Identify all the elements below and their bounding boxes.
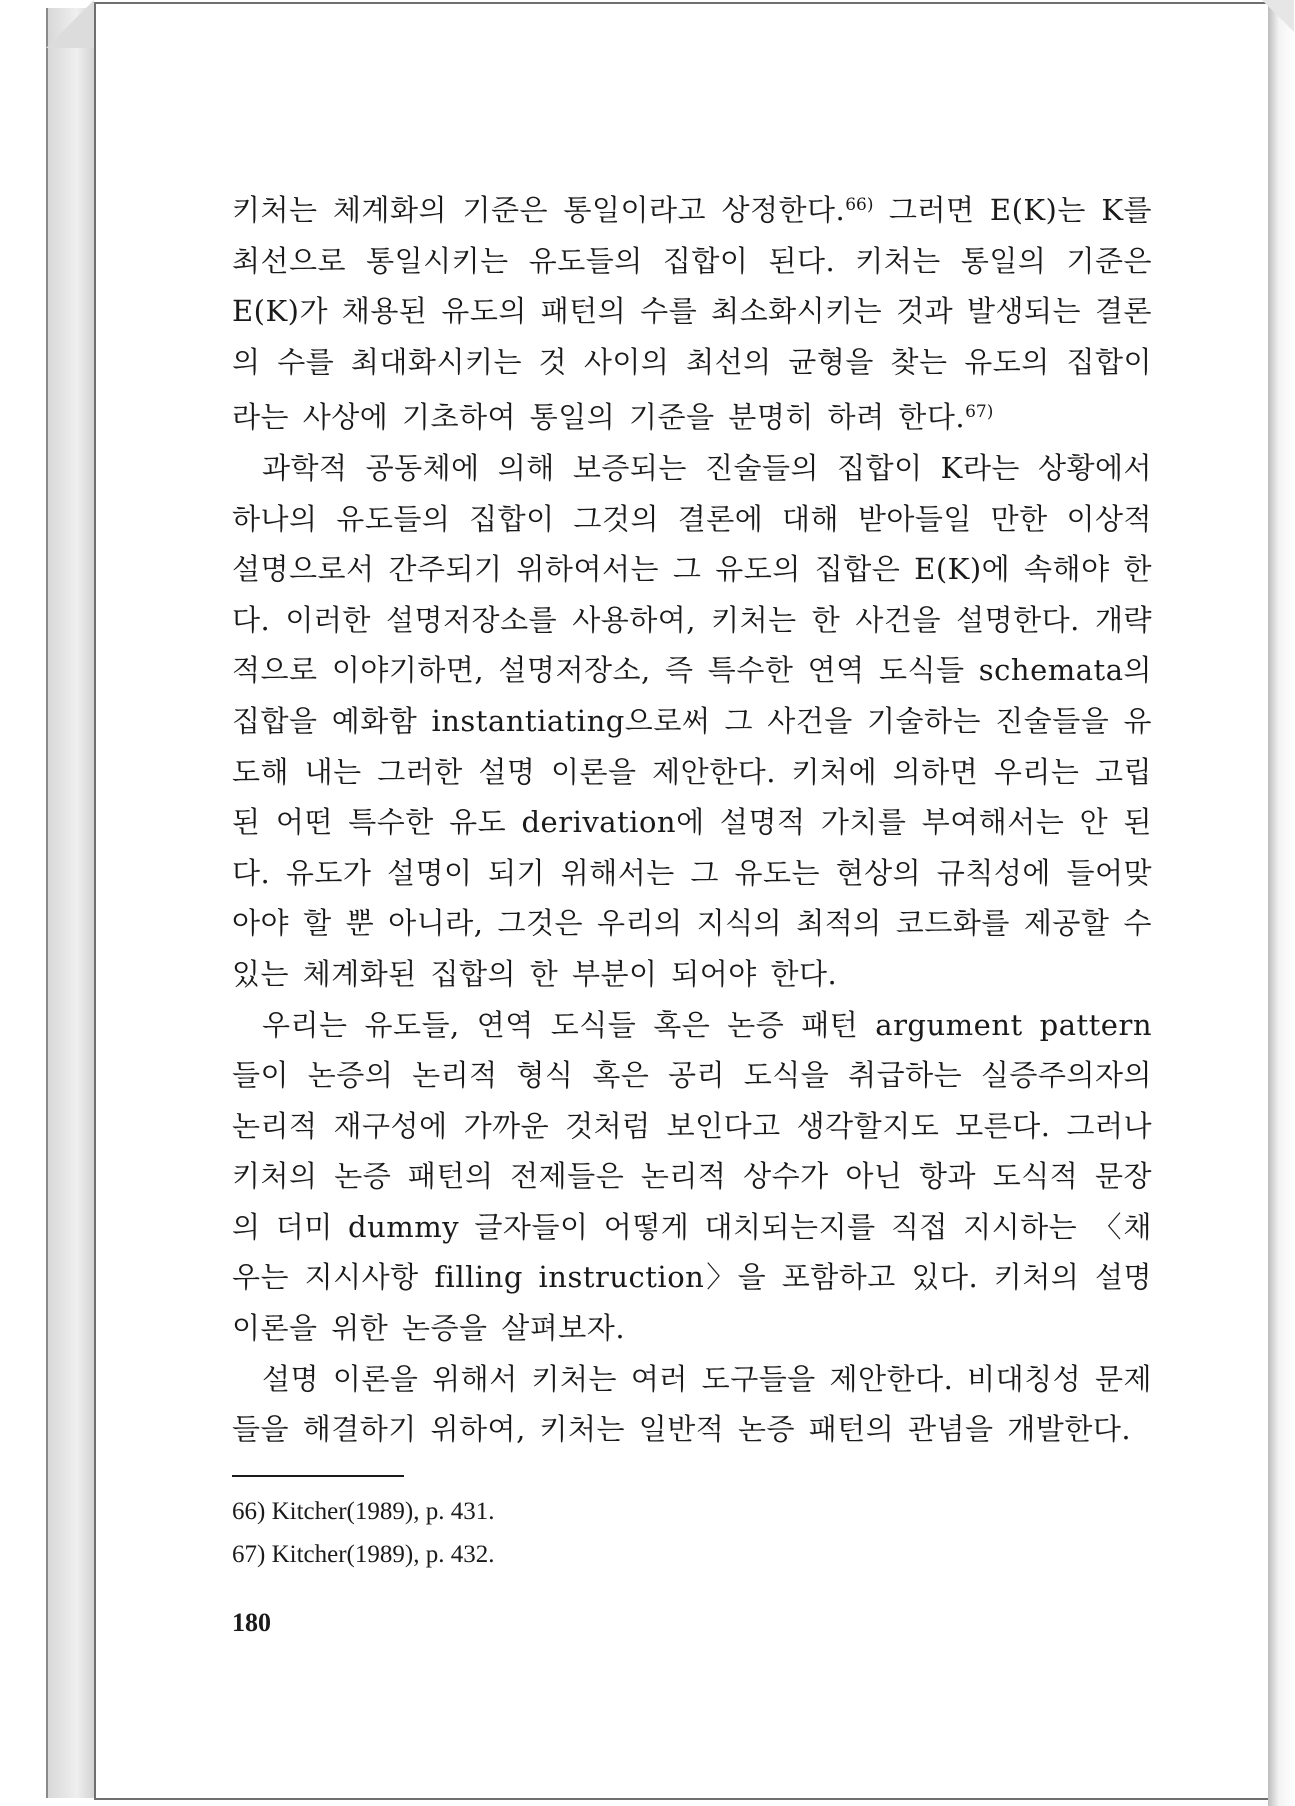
footnote-ref-67: 67)	[965, 402, 994, 423]
footnote-ref-66: 66)	[845, 195, 874, 215]
body-text	[232, 180, 1152, 1455]
footnote-67: 67) Kitcher(1989), p. 432.	[232, 1541, 495, 1568]
book-spine-top	[46, 0, 94, 48]
paragraph-1-text: 키처는 체계화의 기준은 통일이라고 상정한다.	[232, 193, 846, 227]
paragraph-1	[232, 180, 1152, 443]
page-right-edge	[1268, 0, 1295, 1806]
paragraph-4: 설명 이론을 위해서 키처는 여러 도구들을 제안한다. 비대칭성 문제들을 해결하기 위하여, 키처는 일반적 논증 패턴의 관념을 개발한다.	[232, 1361, 1152, 1447]
page-corner	[1262, 0, 1294, 32]
paragraph-1-text-b: 그러면 E(K)는 K를 최선으로 통일시키는 유도들의 집합이 된다. 키처는 통일의 기준은 E(K)가 채용된 유도의 패턴의 수를 최소화시키는 것과 발생되는 결론의 수를 최대화시키는 것 사이의 최선의 균형을 찾는 유도의 집합이라는 사상에 기초하여 통일의 기준을 분명히 하려 한다.	[232, 193, 1153, 435]
footnote-66: 66) Kitcher(1989), p. 431.	[232, 1498, 495, 1525]
book-spine	[46, 8, 96, 1798]
footnotes	[232, 1490, 932, 1576]
paragraph-2: 과학적 공동체에 의해 보증되는 진술들의 집합이 K라는 상황에서 하나의 유도들의 집합이 그것의 결론에 대해 받아들일 만한 이상적 설명으로서 간주되기 위하여서는 그 유도의 집합은 E(K)에 속해야 한다. 이러한 설명저장소를 사용하여, 키처는 한 사건을 설명한다. 개략적으로 이야기하면, 설명저장소, 즉 특수한 연역 도식들 schemata의 집합을 예화함 instantiating으로써 그 사건을 기술하는 진술들을 유도해 내는 그러한 설명 이론을 제안한다. 키처에 의하면 우리는 고립된 어떤 특수한 유도 derivation에 설명적 가치를 부여해서는 안 된다. 유도가 설명이 되기 위해서는 그 유도는 현상의 규칙성에 들어맞아야 할 뿐 아니라, 그것은 우리의 지식의 최적의 코드화를 제공할 수 있는 체계화된 집합의 한 부분이 되어야 한다.	[232, 450, 1152, 991]
page-number: 180	[232, 1608, 271, 1637]
footnote-divider	[232, 1475, 404, 1477]
paragraph-3: 우리는 유도들, 연역 도식들 혹은 논증 패턴 argument pattern들이 논증의 논리적 형식 혹은 공리 도식을 취급하는 실증주의자의 논리적 재구성에 가까운 것처럼 보인다고 생각할지도 모른다. 그러나 키처의 논증 패턴의 전제들은 논리적 상수가 아닌 항과 도식적 문장의 더미 dummy 글자들이 어떻게 대치되는지를 직접 지시하는 〈채우는 지시사항 filling instruction〉을 포함하고 있다. 키처의 설명 이론을 위한 논증을 살펴보자.	[232, 1007, 1152, 1346]
